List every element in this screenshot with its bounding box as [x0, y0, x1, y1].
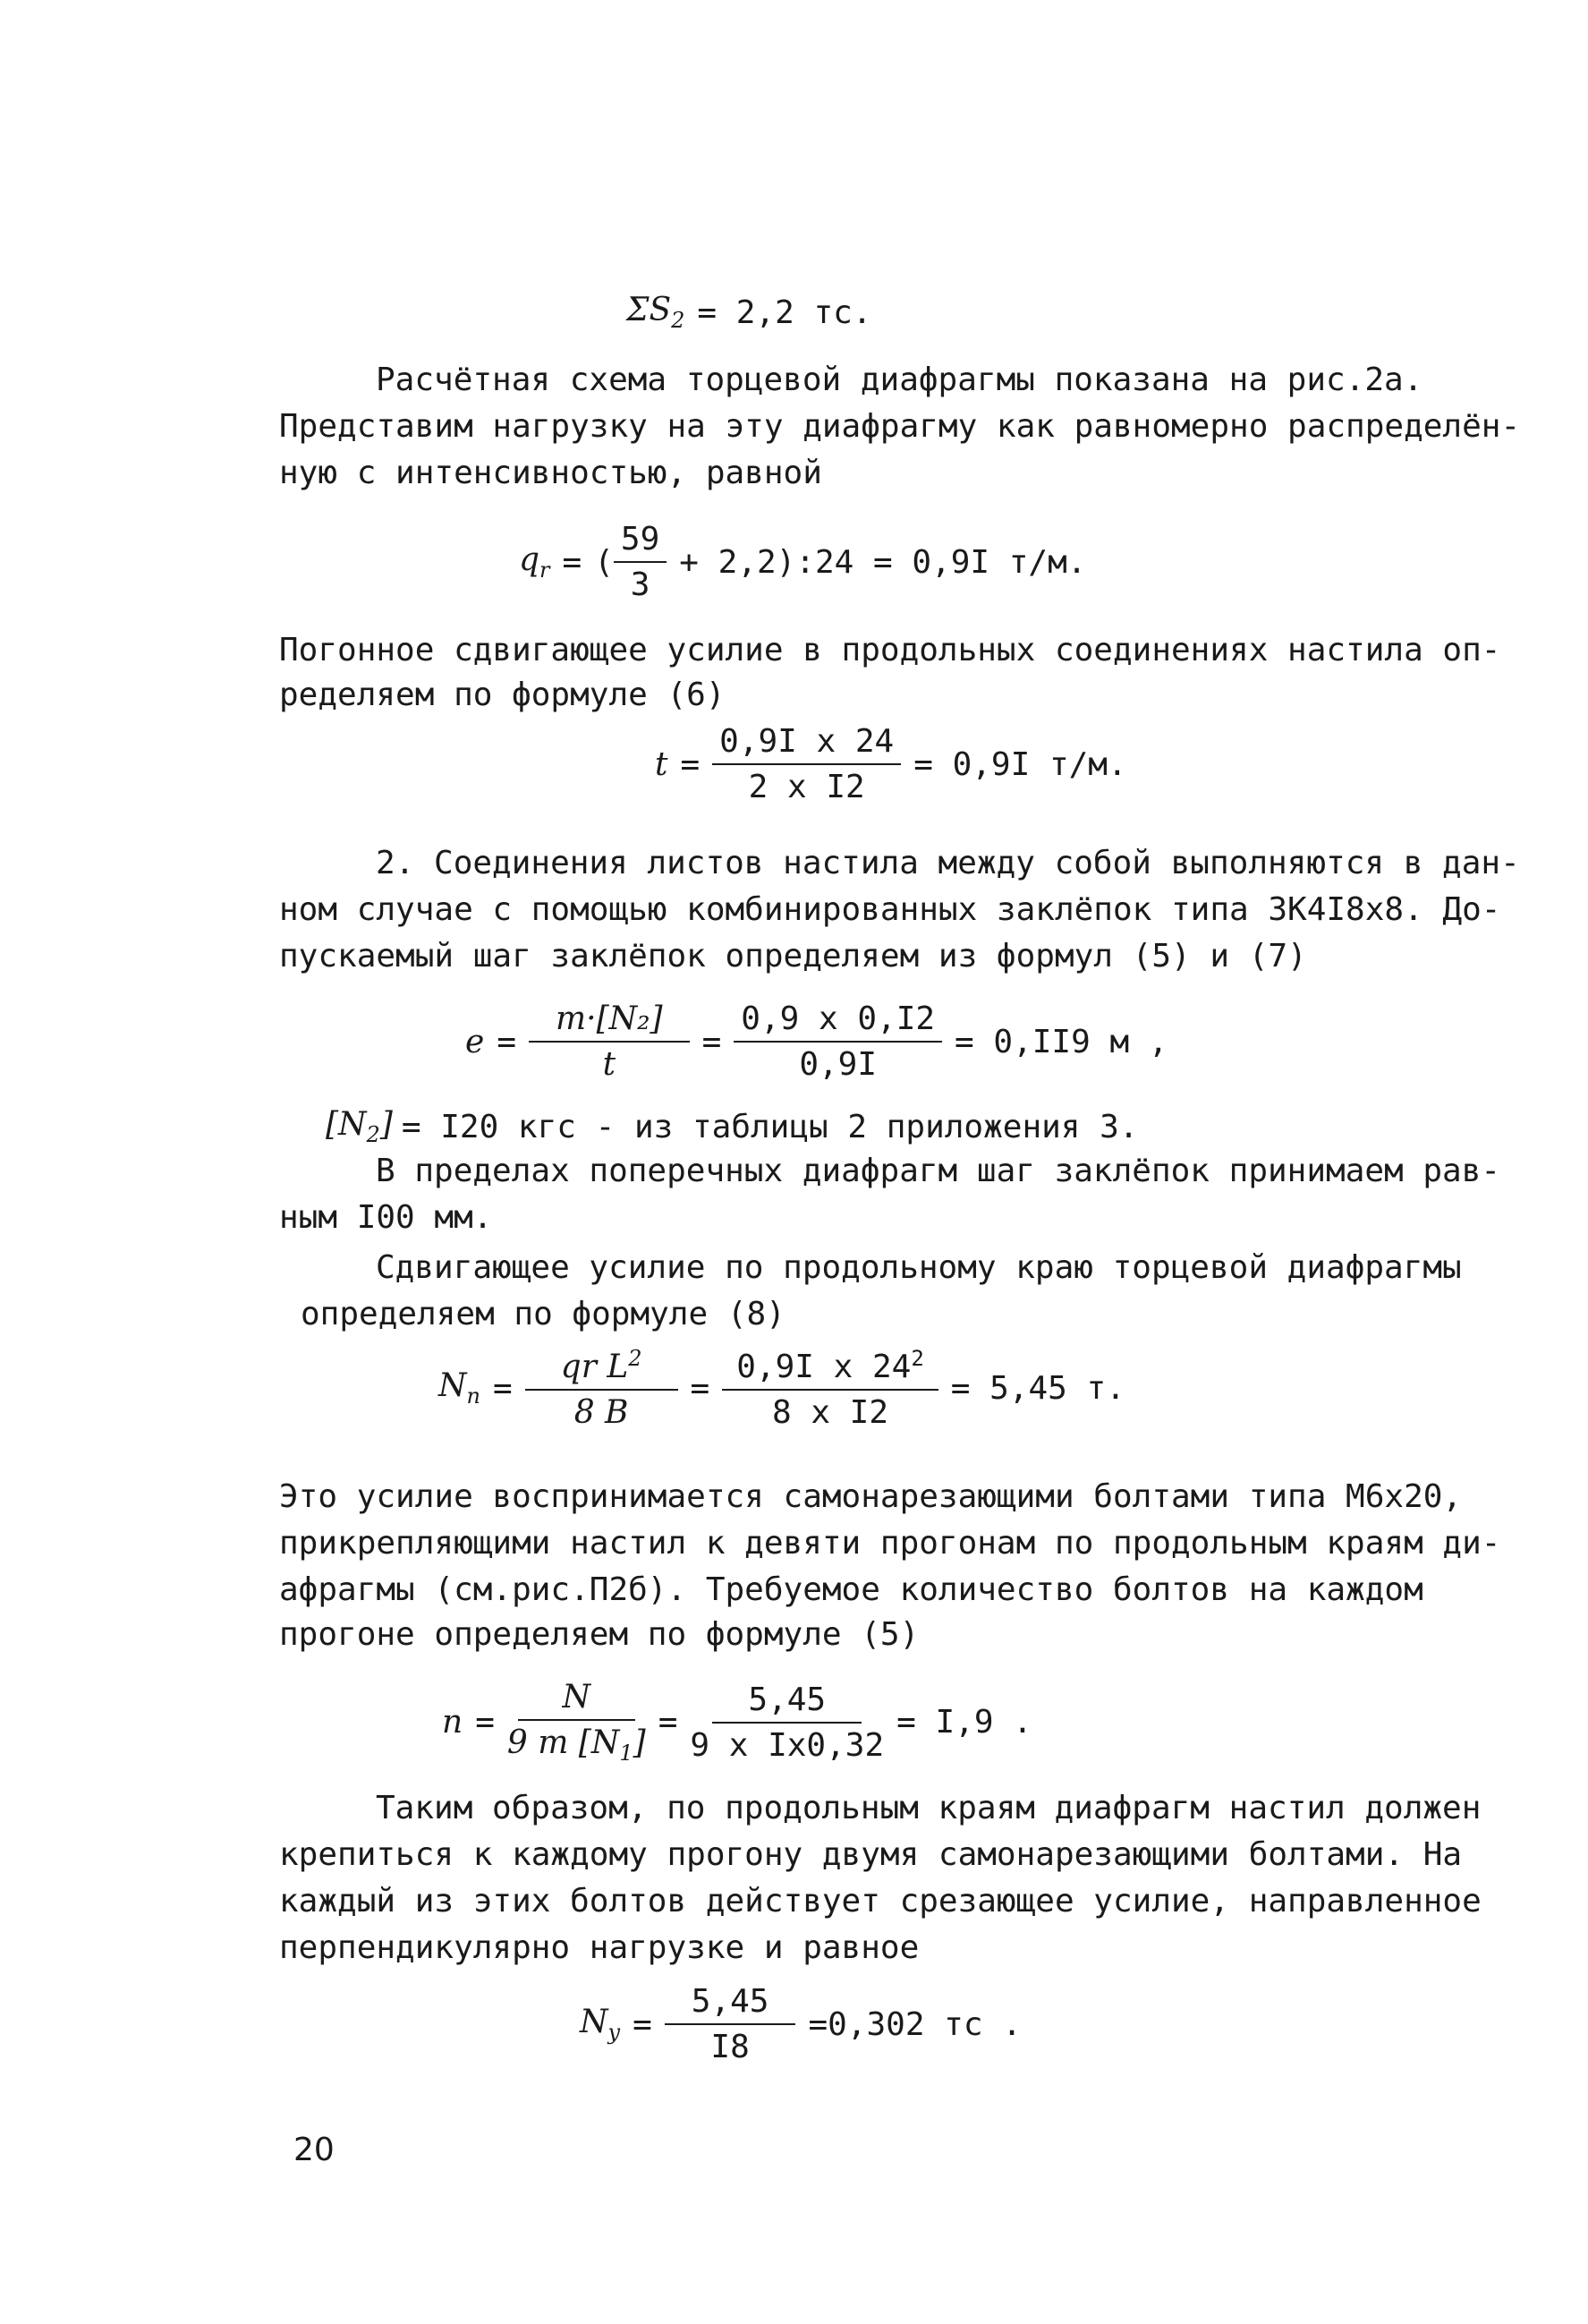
- t-lhs: t: [655, 745, 668, 783]
- page-number: 20: [293, 2132, 335, 2168]
- n-den2: 9 x Ix0,32: [690, 1726, 885, 1764]
- e-fraction2: [734, 1000, 942, 1083]
- e-den2: 0,9I: [799, 1046, 878, 1083]
- qr-fraction: [614, 521, 667, 603]
- n-eq2: =: [658, 1704, 678, 1741]
- para2-line1: Погонное сдвигающее усилие в продольных соединениях настила оп-: [279, 632, 1501, 668]
- para5-line2: определяем по формуле (8): [301, 1296, 786, 1332]
- sum-s2-lhs: $\Sigma S_2$: [626, 292, 685, 334]
- ny-den: I8: [710, 2029, 750, 2065]
- para6-line4: прогоне определяем по формуле (5): [279, 1616, 920, 1653]
- para2-line2: ределяем по формуле (6): [279, 677, 726, 713]
- qr-rest: + 2,2):24 = 0,9I т/м.: [679, 543, 1087, 581]
- para7-line4: перпендикулярно нагрузке и равное: [279, 1929, 920, 1966]
- e-num2: 0,9 x 0,I2: [734, 1000, 942, 1043]
- n2-text: = I20 кгс - из таблицы 2 приложения 3.: [401, 1108, 1139, 1145]
- para4-line2: ным I00 мм.: [279, 1199, 493, 1236]
- formula-qr: [519, 521, 1086, 603]
- para7-line1: Таким образом, по продольным краям диафрагм настил должен: [376, 1790, 1482, 1826]
- n-num2: 5,45: [712, 1681, 862, 1724]
- para7-line3: каждый из этих болтов действует срезающее усилие, направленное: [279, 1883, 1482, 1920]
- n-den1: 9 m $[N_1]$: [506, 1724, 646, 1766]
- t-fraction: [712, 723, 901, 805]
- e-eq2: =: [701, 1023, 722, 1060]
- ny-eq: =: [633, 2005, 652, 2043]
- ny-num: 5,45: [665, 1983, 796, 2025]
- qr-den: 3: [630, 566, 650, 603]
- nn-eq: =: [492, 1370, 513, 1407]
- nn-den1: 8 B: [573, 1394, 629, 1431]
- n2-line: [326, 1106, 1138, 1147]
- para1-line1: Расчётная схема торцевой диафрагмы показана на рис.2а.: [376, 362, 1423, 398]
- e-eq: =: [497, 1023, 516, 1060]
- qr-open: (: [594, 543, 614, 581]
- formula-n: [442, 1679, 1032, 1766]
- n-lhs: n: [442, 1704, 463, 1741]
- para7-line2: крепиться к каждому прогону двумя самонарезающими болтами. На: [279, 1836, 1463, 1873]
- formula-e: [465, 1000, 1168, 1083]
- para5-line1: Сдвигающее усилие по продольному краю торцевой диафрагмы: [376, 1249, 1462, 1286]
- para6-line3: афрагмы (см.рис.П2б). Требуемое количество болтов на каждом: [279, 1571, 1423, 1608]
- para4-line1: В пределах поперечных диафрагм шаг заклёпок принимаем рав-: [376, 1153, 1501, 1189]
- t-num: 0,9I x 24: [712, 723, 901, 765]
- ny-lhs: $N_y$: [580, 2003, 621, 2046]
- para1-line2: Представим нагрузку на эту диафрагму как равномерно распределён-: [279, 408, 1521, 445]
- e-rest: = 0,II9 м ,: [955, 1023, 1168, 1060]
- nn-rest: = 5,45 т.: [950, 1370, 1125, 1407]
- sum-s2-formula: [626, 292, 871, 333]
- ny-rest: =0,302 тс .: [808, 2005, 1022, 2043]
- para6-line1: Это усилие воспринимается самонарезающими болтами типа М6х20,: [279, 1478, 1463, 1515]
- t-den: 2 x I2: [748, 769, 865, 805]
- e-lhs: e: [465, 1023, 485, 1060]
- para3-line2: ном случае с помощью комбинированных заклёпок типа ЗК4I8х8. До-: [279, 891, 1501, 928]
- t-rest: = 0,9I т/м.: [913, 745, 1127, 783]
- e-num1: m·[N₂]: [529, 1000, 690, 1043]
- n-fraction2: [690, 1681, 884, 1764]
- n-rest: = I,9 .: [896, 1704, 1032, 1741]
- para1-line3: ную с интенсивностью, равной: [279, 455, 822, 491]
- e-fraction1: [529, 1000, 690, 1083]
- nn-fraction1: [525, 1346, 678, 1431]
- formula-t: [655, 723, 1127, 805]
- formula-nn: [438, 1346, 1125, 1431]
- para3-line1: 2. Соединения листов настила между собой выполняются в дан-: [376, 845, 1520, 881]
- t-eq: =: [680, 745, 701, 783]
- para6-line2: прикрепляющими настил к девяти прогонам по продольным краям ди-: [279, 1525, 1501, 1562]
- nn-fraction2: [722, 1346, 938, 1431]
- sum-s2-rhs: = 2,2 тс.: [697, 294, 872, 331]
- qr-lhs: $q_r$: [519, 541, 550, 583]
- formula-ny: [580, 1983, 1022, 2065]
- n-num1: N: [518, 1679, 636, 1721]
- nn-lhs: $N_п$: [438, 1367, 480, 1409]
- nn-num1: qr $L^2$: [525, 1346, 678, 1391]
- qr-eq: =: [562, 543, 582, 581]
- n2-symbol: $[N_2]$: [326, 1106, 393, 1148]
- n-fraction1: [507, 1679, 646, 1766]
- nn-eq2: =: [690, 1370, 710, 1407]
- e-den1: t: [602, 1046, 616, 1083]
- nn-num2: 0,9I x $24^2$: [722, 1346, 938, 1391]
- qr-num: 59: [614, 521, 667, 563]
- nn-den2: 8 x I2: [771, 1394, 889, 1431]
- n-eq: =: [475, 1704, 495, 1741]
- para3-line3: пускаемый шаг заклёпок определяем из формул (5) и (7): [279, 938, 1307, 975]
- ny-fraction: [665, 1983, 796, 2065]
